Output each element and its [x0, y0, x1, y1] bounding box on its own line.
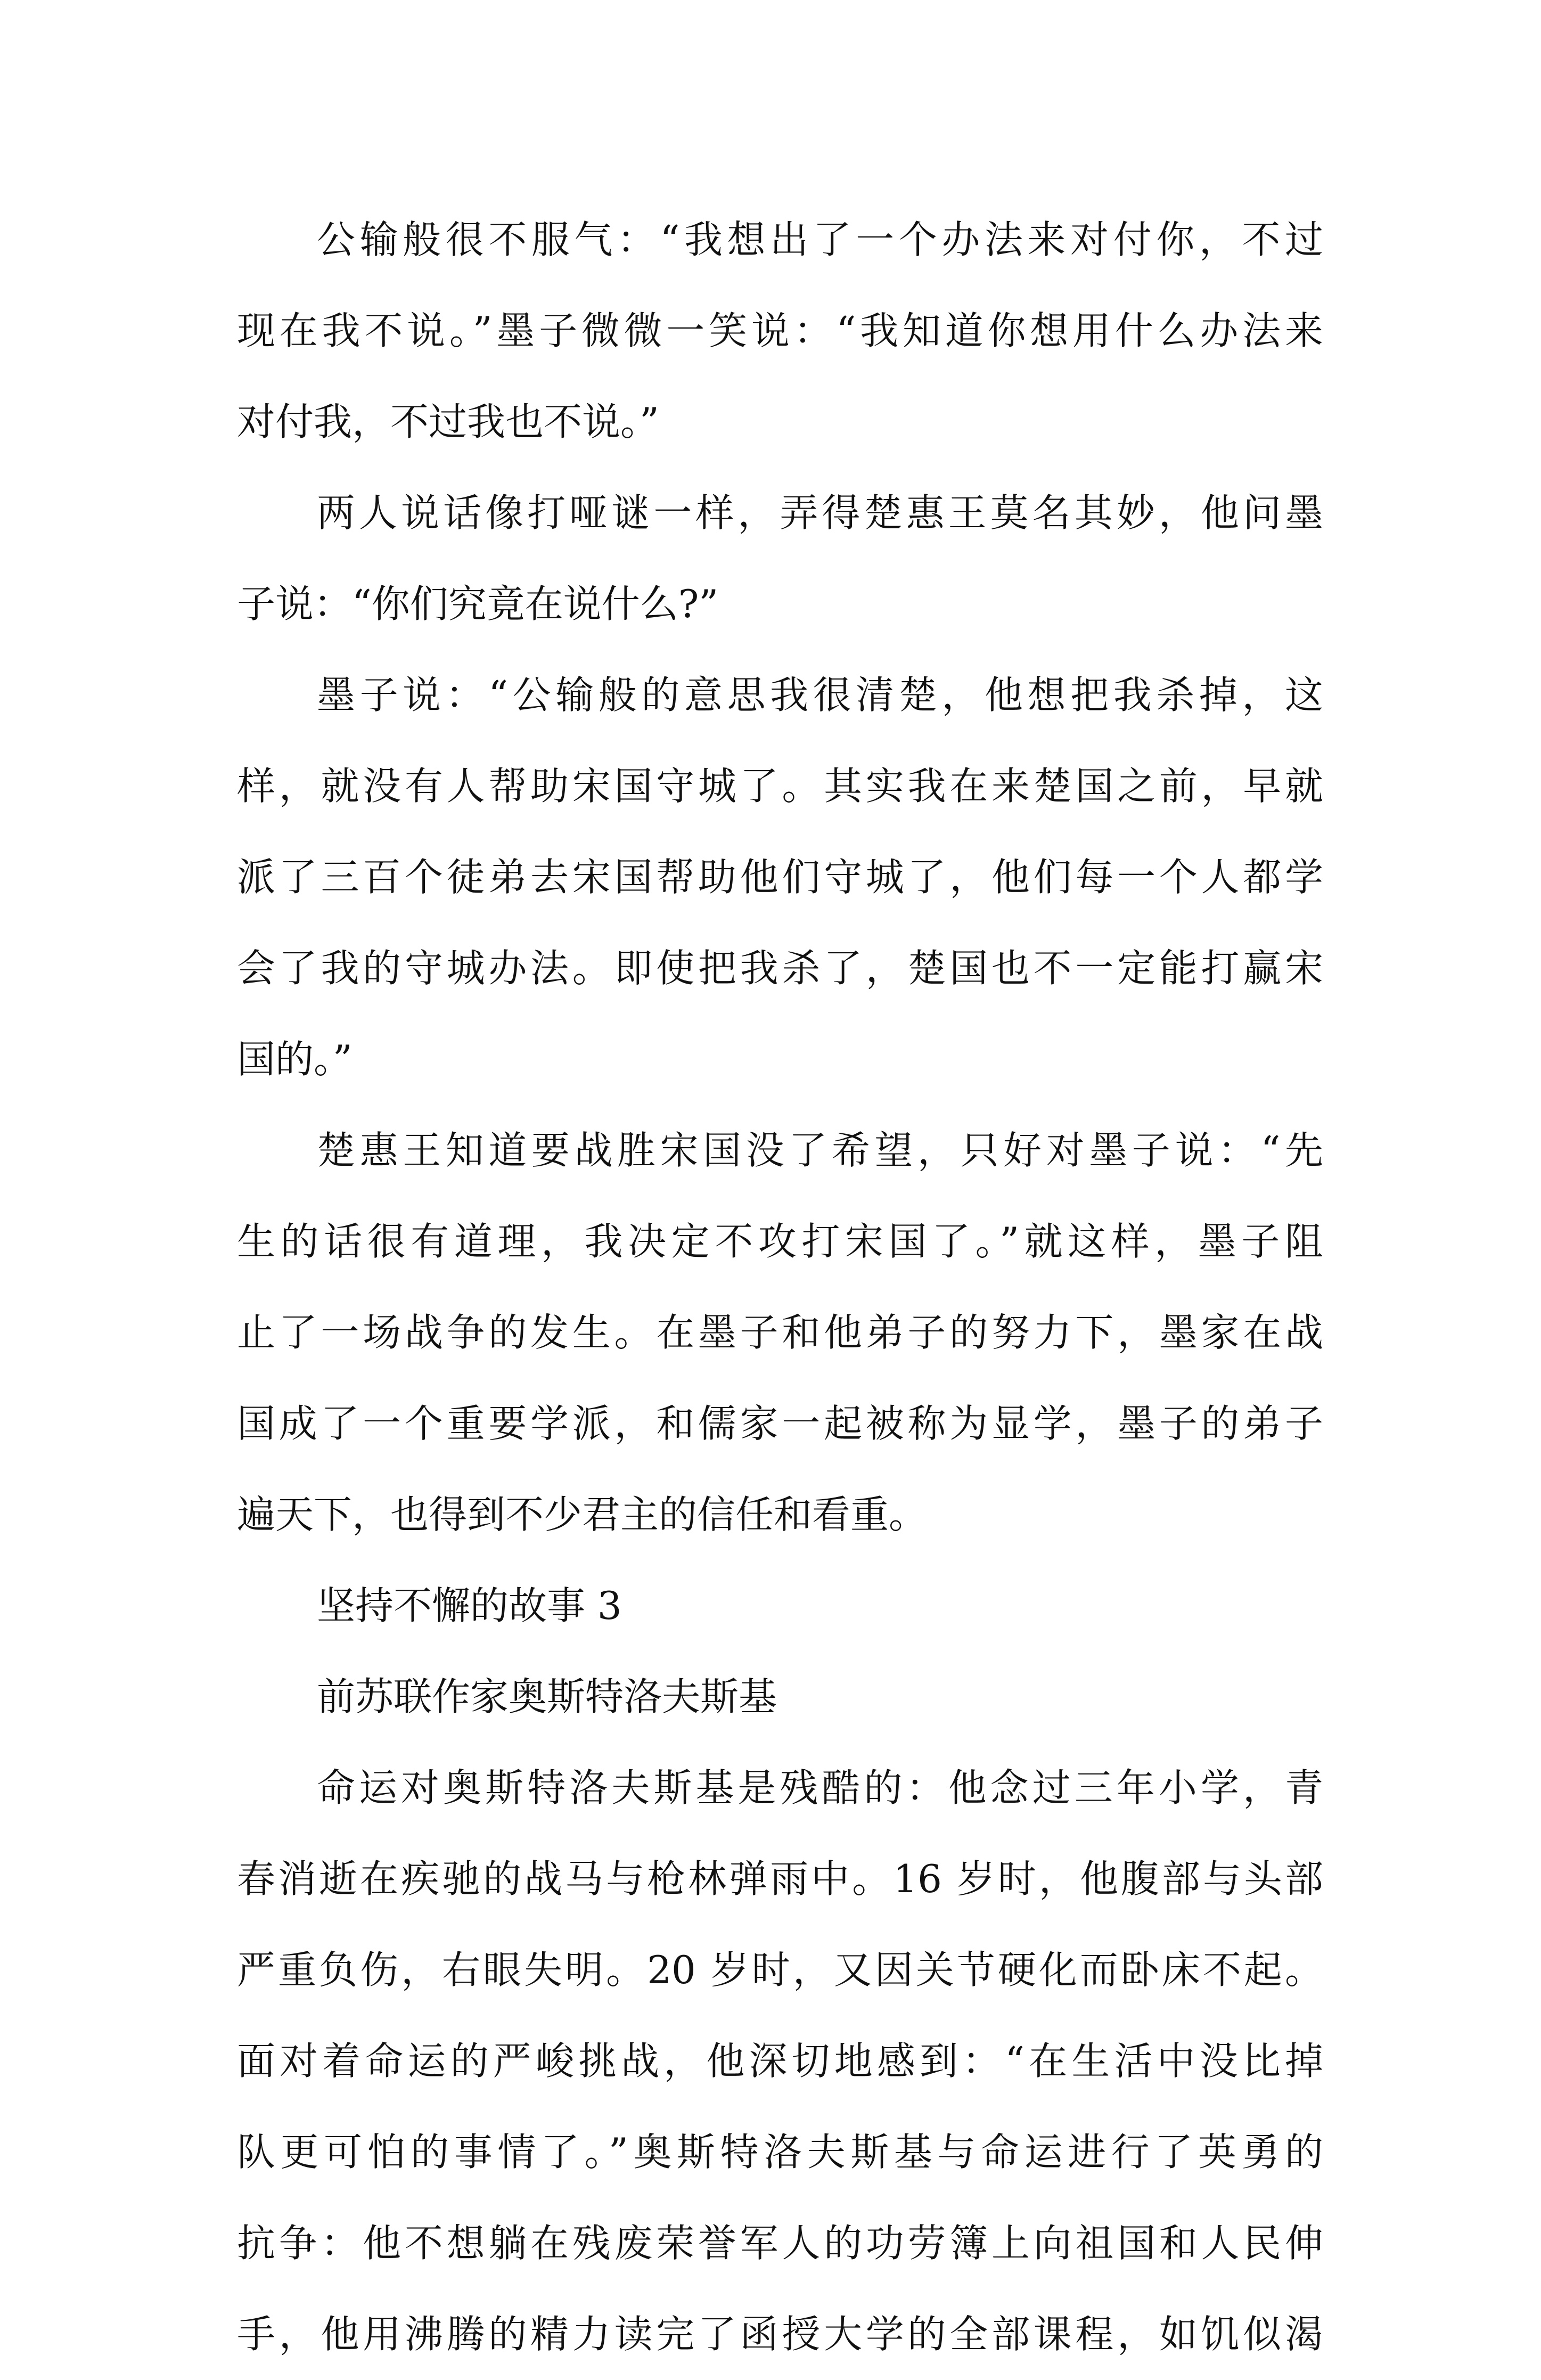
text-line: 会了我的守城办法。即使把我杀了，楚国也不一定能打赢宋: [237, 946, 1323, 991]
text-line: 面对着命运的严峻挑战，他深切地感到：“在生活中没比掉: [237, 2039, 1323, 2083]
text-line: 对付我，不过我也不说。”: [237, 399, 659, 444]
text-line: 子说：“你们究竟在说什么?”: [237, 582, 719, 626]
text-line: 样，就没有人帮助宋国守城了。其实我在来楚国之前，早就: [237, 764, 1323, 808]
text-line: 现在我不说。”墨子微微一笑说：“我知道你想用什么办法来: [237, 308, 1323, 353]
text-line: 国成了一个重要学派，和儒家一起被称为显学，墨子的弟子: [237, 1401, 1323, 1446]
text-line: 止了一场战争的发生。在墨子和他弟子的努力下，墨家在战: [237, 1310, 1323, 1355]
section-heading: 坚持不懈的故事 3: [317, 1583, 622, 1628]
text-line: 抗争：他不想躺在残废荣誉军人的功劳簿上向祖国和人民伸: [237, 2221, 1323, 2266]
text-line: 楚惠王知道要战胜宋国没了希望，只好对墨子说：“先: [317, 1128, 1323, 1173]
document-body: [237, 194, 1323, 2380]
text-line: 派了三百个徒弟去宋国帮助他们守城了，他们每一个人都学: [237, 855, 1323, 899]
text-line: 春消逝在疾驰的战马与枪林弹雨中。16 岁时，他腹部与头部: [237, 1856, 1323, 1901]
text-line: 严重负伤，右眼失明。20 岁时，又因关节硬化而卧床不起。: [237, 1948, 1323, 1992]
text-line: 队更可怕的事情了。”奥斯特洛夫斯基与命运进行了英勇的: [237, 2130, 1323, 2174]
text-line: 手，他用沸腾的精力读完了函授大学的全部课程，如饥似渴: [237, 2312, 1323, 2357]
text-line: 遍天下，也得到不少君主的信任和看重。: [237, 1492, 928, 1537]
text-line: 两人说话像打哑谜一样，弄得楚惠王莫名其妙，他问墨: [317, 490, 1323, 535]
text-line: 国的。”: [237, 1037, 353, 1082]
subheading: 前苏联作家奥斯特洛夫斯基: [317, 1674, 777, 1719]
text-line: 公输般很不服气：“我想出了一个办法来对付你，不过: [317, 217, 1323, 262]
text-line: 墨子说：“公输般的意思我很清楚，他想把我杀掉，这: [317, 673, 1323, 717]
text-line: 生的话很有道理，我决定不攻打宋国了。”就这样，墨子阻: [237, 1219, 1323, 1264]
text-line: 命运对奥斯特洛夫斯基是残酷的：他念过三年小学，青: [317, 1765, 1323, 1810]
